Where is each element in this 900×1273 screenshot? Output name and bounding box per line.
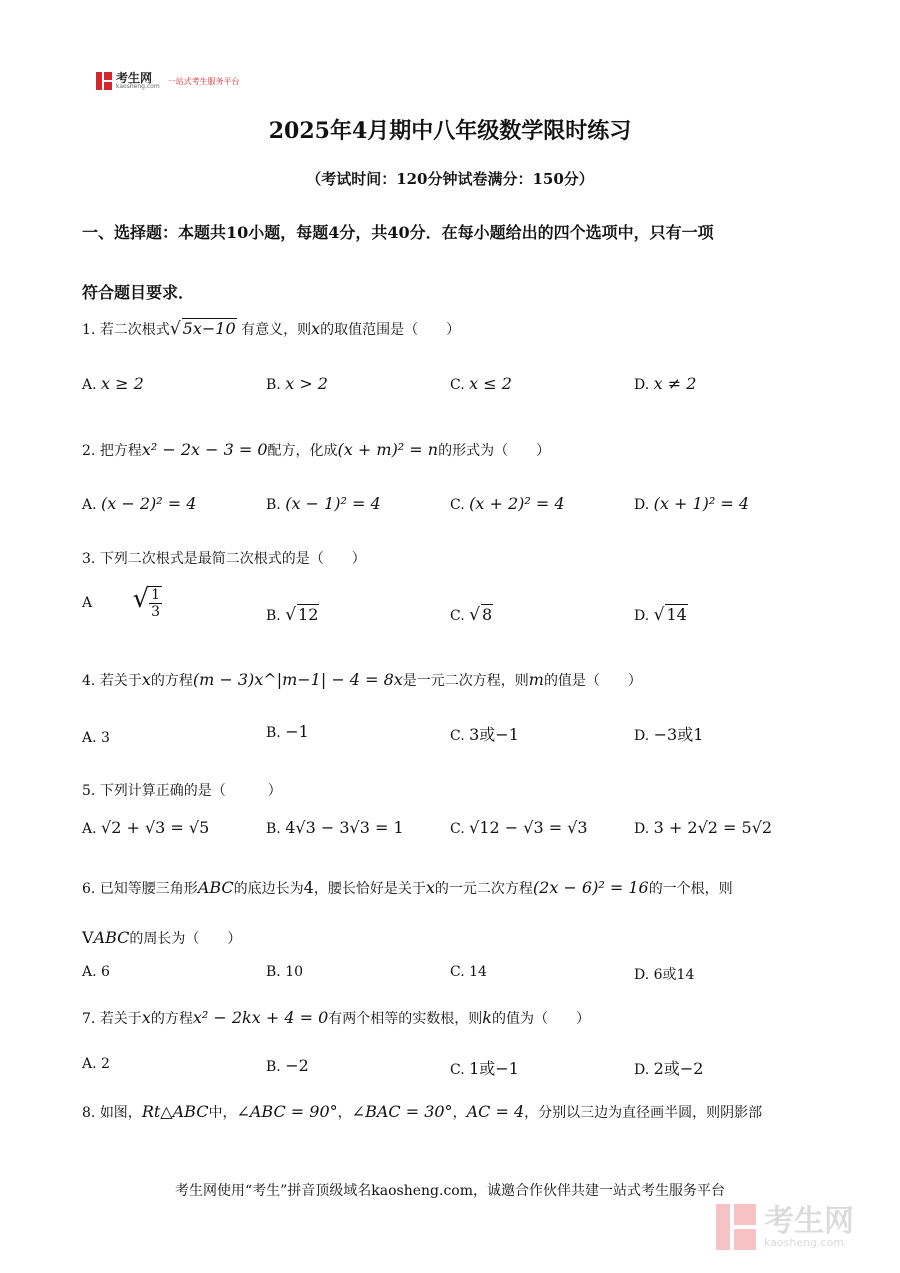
question-5: 5. 下列计算正确的是（ ） [82, 783, 282, 799]
question-number: 1. [82, 322, 96, 338]
header-logo [96, 72, 240, 90]
option-1b[interactable]: B. x > 2 [266, 374, 328, 393]
logo-slogan: 一站式考生服务平台 [167, 76, 240, 86]
option-3a[interactable]: A √ $\frac{1}{3}$ [82, 584, 161, 620]
question-1: 1. 若二次根式√ 5x−10 有意义，则x的取值范围是（ ） [82, 319, 461, 339]
option-3b[interactable]: B. √ 12 [266, 605, 319, 625]
option-5b[interactable]: B. 4√3 − 3√3 = 1 [266, 818, 404, 837]
option-6b[interactable]: B. 10 [266, 964, 304, 980]
logo-name: 考生网 [116, 71, 153, 85]
option-6d[interactable]: D. 6或14 [634, 967, 695, 983]
question-number: 6. [82, 881, 96, 897]
page-subtitle: （考试时间：120分钟试卷满分：150分） [306, 170, 594, 188]
question-number: 8. [82, 1105, 96, 1121]
question-7: 7. 若关于x的方程x² − 2kx + 4 = 0有两个相等的实数根，则k的值为（ ） [82, 1008, 590, 1027]
watermark [716, 1204, 854, 1250]
option-2d[interactable]: D. (x + 1)² = 4 [634, 494, 750, 513]
question-number: 3. [82, 551, 96, 567]
option-4c[interactable]: C. 3或−1 [450, 725, 519, 744]
option-7d[interactable]: D. 2或−2 [634, 1059, 704, 1078]
question-4: 4. 若关于x的方程(m − 3)x^|m−1| − 4 = 8x是一元二次方程，则m的值是（ ） [82, 670, 642, 689]
option-3c[interactable]: C. √ 8 [450, 605, 493, 625]
option-3d[interactable]: D. √ 14 [634, 605, 687, 625]
question-3: 3. 下列二次根式是最简二次根式的是（ ） [82, 551, 366, 567]
option-4a[interactable]: A. 3 [82, 730, 110, 746]
option-7b[interactable]: B. −2 [266, 1056, 309, 1075]
option-1a[interactable]: A. x ≥ 2 [82, 374, 144, 393]
page-title: 2025年4月期中八年级数学限时练习 [268, 118, 632, 144]
watermark-name: 考生网 [764, 1203, 854, 1239]
option-1c[interactable]: C. x ≤ 2 [450, 374, 512, 393]
logo-domain: kaosheng.com [116, 83, 160, 90]
question-6: 6. 已知等腰三角形ABC的底边长为4，腰长恰好是关于x的一元二次方程(2x − 6)² = 16的一个根，则 [82, 878, 733, 897]
section-heading-line2: 符合题目要求． [82, 283, 195, 302]
question-6-line2: VABC的周长为（ ） [82, 928, 242, 947]
question-number: 2. [82, 443, 96, 459]
option-6c[interactable]: C. 14 [450, 964, 487, 980]
option-2a[interactable]: A. (x − 2)² = 4 [82, 494, 197, 513]
page-footer: 考生网使用“考生”拼音顶级域名kaosheng.com，诚邀合作伙伴共建一站式考生服务平台 [174, 1183, 726, 1199]
question-number: 4. [82, 673, 96, 689]
question-8: 8. 如图，Rt△ABC中，∠ABC = 90°，∠BAC = 30°，AC = 4，分别以三边为直径画半圆，则阴影部 [82, 1102, 763, 1121]
option-1d[interactable]: D. x ≠ 2 [634, 374, 697, 393]
option-5a[interactable]: A. √2 + √3 = √5 [82, 818, 210, 837]
question-2: 2. 把方程x² − 2x − 3 = 0配方，化成(x + m)² = n的形式为（ ） [82, 440, 551, 459]
kaosheng-watermark-icon [716, 1204, 756, 1250]
question-number: 5. [82, 783, 96, 799]
kaosheng-logo-icon [96, 72, 112, 90]
option-2c[interactable]: C. (x + 2)² = 4 [450, 494, 565, 513]
option-4b[interactable]: B. −1 [266, 722, 309, 741]
option-2b[interactable]: B. (x − 1)² = 4 [266, 494, 381, 513]
radicand: 5x−10 [182, 319, 236, 338]
option-7c[interactable]: C. 1或−1 [450, 1059, 519, 1078]
watermark-domain: kaosheng.com [764, 1235, 845, 1249]
option-4d[interactable]: D. −3或1 [634, 725, 704, 744]
option-5d[interactable]: D. 3 + 2√2 = 5√2 [634, 818, 773, 837]
section-heading-line1: 一、选择题：本题共10小题，每题4分，共40分．在每小题给出的四个选项中，只有一项 [82, 223, 714, 242]
option-7a[interactable]: A. 2 [82, 1056, 110, 1072]
option-5c[interactable]: C. √12 − √3 = √3 [450, 818, 588, 837]
option-6a[interactable]: A. 6 [82, 964, 110, 980]
question-number: 7. [82, 1011, 96, 1027]
